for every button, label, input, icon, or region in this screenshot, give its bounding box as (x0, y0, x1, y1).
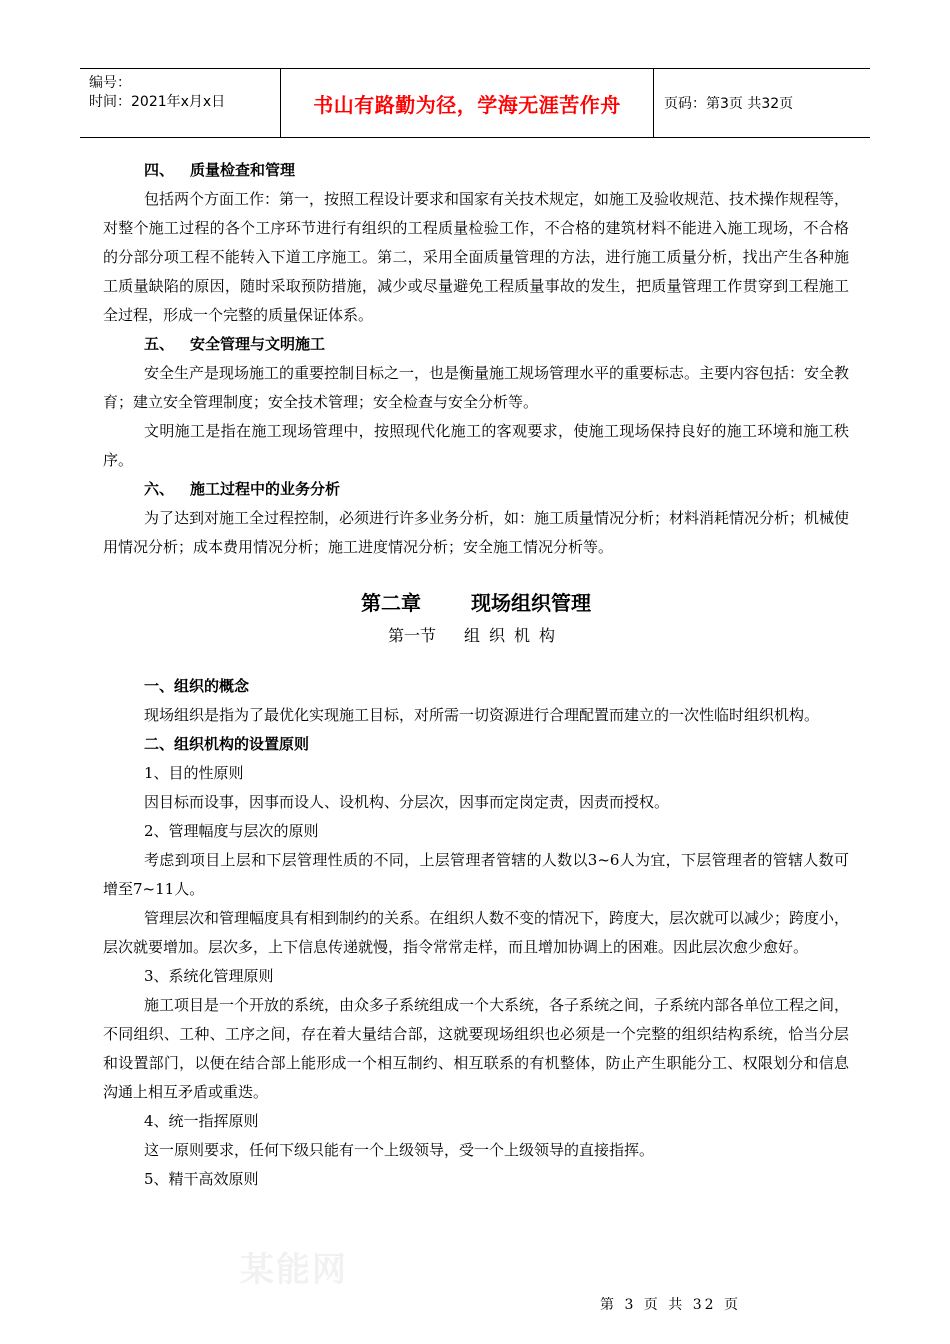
org-heading-1: 一、组织的概念 (144, 677, 250, 695)
principle-title: 1、目的性原则 (144, 764, 244, 782)
section-number: 五、 (144, 335, 175, 353)
section-label: 第一节 (387, 626, 436, 645)
section-title: 质量检查和管理 (190, 161, 296, 179)
document-number-label: 编号： (89, 75, 131, 91)
section-6 (103, 475, 849, 562)
paragraph: 因目标而设事，因事而设人、设机构、分层次，因事而定岗定责，因责而授权。 (144, 793, 670, 811)
chapter-heading (103, 588, 849, 618)
paragraph: 这一原则要求，任何下级只能有一个上级领导，受一个上级领导的直接指挥。 (144, 1141, 655, 1159)
header-page-info: 页码：第3页 共32页 (664, 96, 794, 112)
org-heading-2: 二、组织机构的设置原则 (144, 735, 310, 753)
chapter-label: 第二章 (361, 591, 421, 615)
section-title: 施工过程中的业务分析 (190, 480, 341, 498)
paragraph: 文明施工是指在施工现场管理中，按照现代化施工的客观要求，使施工现场保持良好的施工环境和施工秩序。 (103, 422, 849, 469)
paragraph: 现场组织是指为了最优化实现施工目标，对所需一切资源进行合理配置而建立的一次性临时组织机构。 (144, 706, 820, 724)
section-4 (103, 156, 849, 330)
principle-title: 3、系统化管理原则 (144, 967, 274, 985)
principle-title: 5、精干高效原则 (144, 1170, 259, 1188)
paragraph: 包括两个方面工作：第一，按照工程设计要求和国家有关技术规定，如施工及验收规范、技术操作规程等，对整个施工过程的各个工序环节进行有组织的工程质量检验工作，不合格的建筑材料不能进入施工现场，不合格的分部分项工程不能转入下道工序施工。第二，采用全面质量管理的方法，进行施工质量分析，找出产生各种施工质量缺陷的原因，随时采取预防措施，减少或尽量避免工程质量事故的发生，把质量管理工作贯穿到工程施工全过程，形成一个完整的质量保证体系。 (103, 190, 850, 324)
section-heading (103, 156, 849, 185)
page-header (80, 68, 870, 138)
paragraph: 施工项目是一个开放的系统，由众多子系统组成一个大系统，各子系统之间，子系统内部各单位工程之间，不同组织、工种、工序之间，存在着大量结合部，这就要现场组织也必须是一个完整的组织结构系统，恰当分层和设置部门，以便在结合部上能形成一个相互制约、相互联系的有机整体，防止产生职能分工、权限划分和信息沟通上相互矛盾或重迭。 (103, 996, 850, 1101)
document-date: 时间：2021年x月x日 (89, 94, 226, 110)
header-meta (80, 69, 280, 137)
paragraph: 安全生产是现场施工的重要控制目标之一，也是衡量施工规场管理水平的重要标志。主要内容包括：安全教育；建立安全管理制度；安全技术管理；安全检查与安全分析等。 (103, 364, 850, 411)
chapter-title: 现场组织管理 (471, 591, 591, 615)
section-title: 安全管理与文明施工 (190, 335, 326, 353)
page-footer: 第 3 页 共 32 页 (600, 1297, 741, 1313)
section-heading (103, 330, 849, 359)
section-heading (103, 475, 849, 504)
section-number: 四、 (144, 161, 175, 179)
section-title-centered: 组织机构 (464, 626, 565, 645)
section-heading-centered (103, 622, 849, 650)
principle-title: 4、统一指挥原则 (144, 1112, 259, 1130)
paragraph: 考虑到项目上层和下层管理性质的不同，上层管理者管辖的人数以3~6人为宜，下层管理者的管辖人数可增至7~11人。 (103, 851, 849, 898)
section-5 (103, 330, 849, 475)
watermark: 某能网 (240, 1250, 348, 1290)
paragraph: 为了达到对施工全过程控制，必须进行许多业务分析，如：施工质量情况分析；材料消耗情况分析；机械使用情况分析；成本费用情况分析；施工进度情况分析；安全施工情况分析等。 (103, 509, 850, 556)
section-number: 六、 (144, 480, 175, 498)
header-motto: 书山有路勤为径，学海无涯苦作舟 (280, 69, 654, 137)
paragraph: 管理层次和管理幅度具有相到制约的关系。在组织人数不变的情况下，跨度大，层次就可以减少；跨度小，层次就要增加。层次多，上下信息传递就慢，指令常常走样，而且增加协调上的困难。因此层次愈少愈好。 (103, 909, 850, 956)
principle-title: 2、管理幅度与层次的原则 (144, 822, 319, 840)
document-body (103, 156, 849, 1194)
